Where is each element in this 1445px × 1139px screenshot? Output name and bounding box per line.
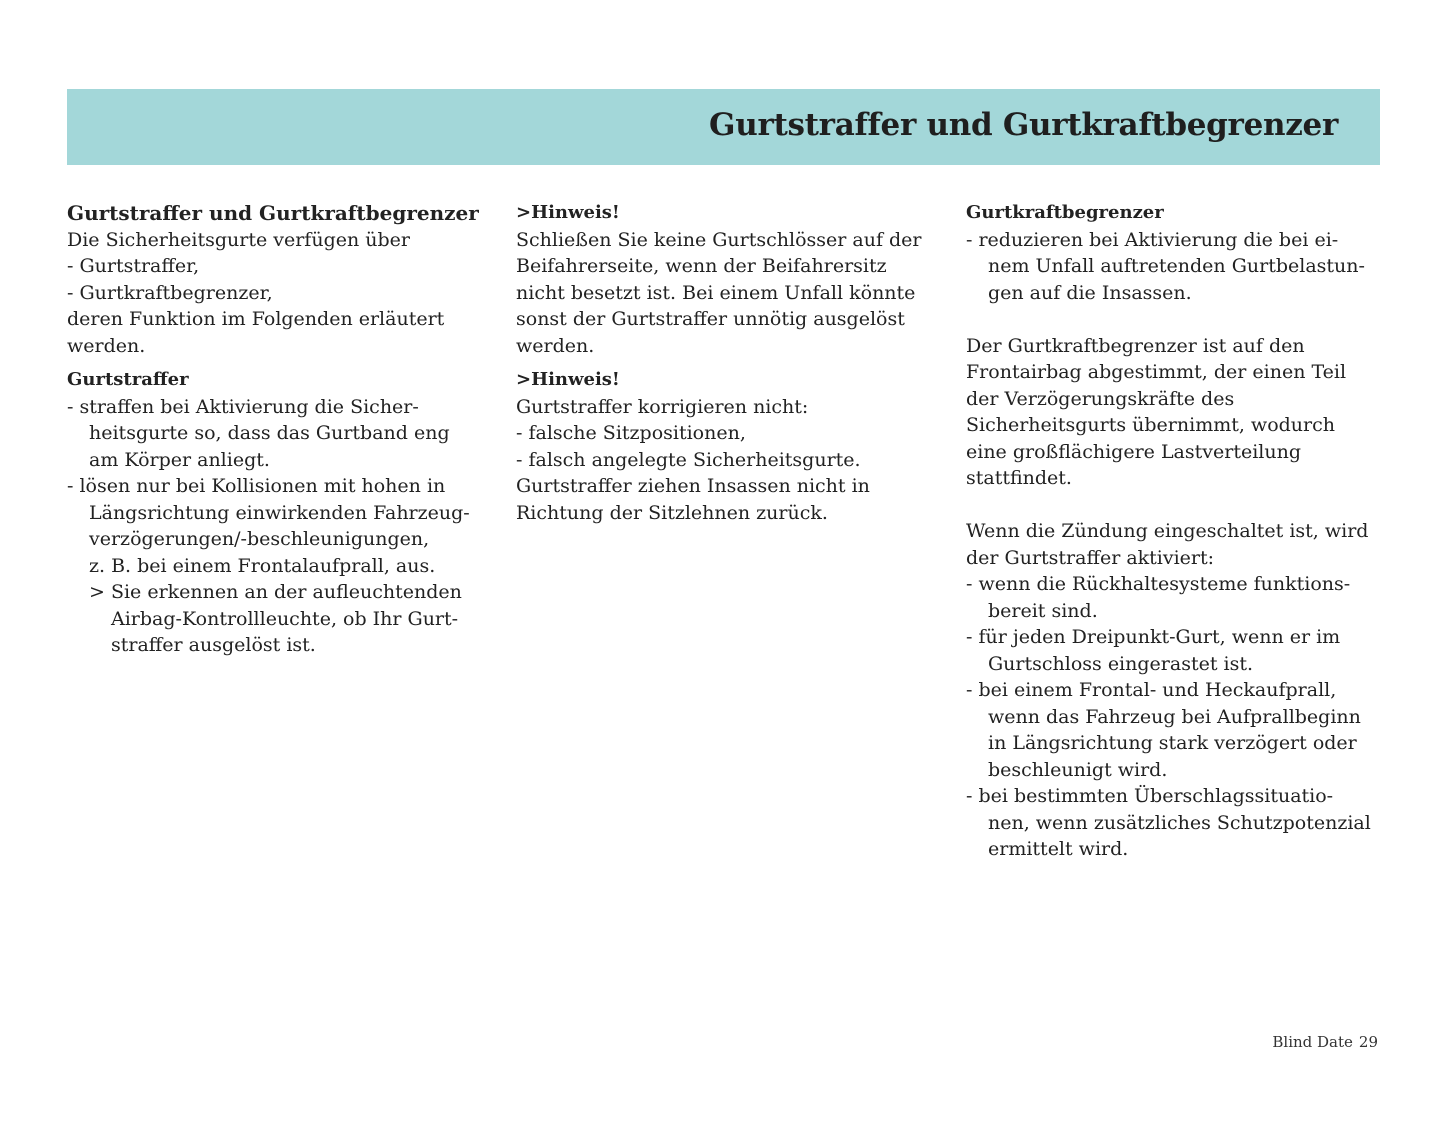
note-heading: >Hinweis! [516, 202, 620, 223]
list-item-continuation: Längsrichtung einwirkenden Fahrzeug- [89, 501, 470, 524]
list-item: - für jeden Dreipunkt-Gurt, wenn er im [966, 626, 1341, 648]
list-item: - straffen bei Aktivierung die Sicher- [67, 395, 419, 418]
page-title: Gurtstraffer und Gurtkraftbegrenzer [709, 107, 1338, 143]
list-item: - Gurtstraffer, [67, 255, 200, 277]
list-item: - lösen nur bei Kollisionen mit hohen in [67, 475, 446, 497]
list-item: - bei bestimmten Überschlagssituatio- [966, 785, 1334, 807]
section-heading-gurtkraftbegrenzer: Gurtkraftbegrenzer [966, 202, 1164, 223]
footer-label: Blind Date [1272, 1033, 1353, 1051]
list-item-continuation: gen auf die Insassen. [988, 281, 1192, 304]
note-heading: >Hinweis! [516, 369, 620, 390]
column-3 [966, 200, 1386, 863]
list-item-continuation: verzögerungen/-beschleunigungen, [89, 528, 430, 550]
text-line: Schließen Sie keine Gurtschlösser auf der [516, 228, 922, 251]
text-line: stattfindet. [966, 467, 1072, 489]
text-line: Gurtstraffer korrigieren nicht: [516, 395, 809, 418]
list-item: - falsch angelegte Sicherheitsgurte. [516, 448, 861, 471]
list-item-continuation: beschleunigt wird. [988, 758, 1168, 781]
column-2 [516, 200, 936, 526]
list-item-continuation: ermittelt wird. [988, 838, 1129, 860]
text-line: werden. [516, 334, 595, 357]
text-line: eine großflächigere Lastverteilung [966, 440, 1302, 463]
text-line: der Verzögerungskräfte des [966, 387, 1235, 410]
text-line: deren Funktion im Folgenden erläutert [67, 308, 445, 330]
header-band [67, 89, 1380, 165]
text-line: werden. [67, 334, 146, 357]
list-item-continuation: am Körper anliegt. [89, 448, 270, 471]
text-line: Der Gurtkraftbegrenzer ist auf den [966, 334, 1305, 357]
list-item: - reduzieren bei Aktivierung die bei ei- [966, 228, 1339, 251]
list-item: - Gurtkraftbegrenzer, [67, 281, 273, 304]
text-line: der Gurtstraffer aktiviert: [966, 546, 1215, 569]
text-line: sonst der Gurtstraffer unnötig ausgelöst [516, 308, 905, 330]
column-1 [67, 200, 487, 659]
text-line: Wenn die Zündung eingeschaltet ist, wird [966, 520, 1369, 542]
text-line: Gurtstraffer ziehen Insassen nicht in [516, 475, 870, 497]
text-line: nicht besetzt ist. Bei einem Unfall könnte [516, 281, 916, 304]
text-line: Die Sicherheitsgurte verfügen über [67, 228, 410, 251]
list-item: - wenn die Rückhaltesysteme funktions- [966, 573, 1351, 595]
sub-list-item-continuation: straffer ausgelöst ist. [111, 634, 316, 656]
list-item-continuation: Gurtschloss eingerastet ist. [988, 652, 1253, 675]
text-line: Frontairbag abgestimmt, der einen Teil [966, 361, 1347, 383]
list-item-continuation: nem Unfall auftretenden Gurtbelastun- [988, 255, 1365, 277]
sub-list-item: > Sie erkennen an der aufleuchtenden [89, 581, 462, 603]
list-item: - bei einem Frontal- und Heckaufprall, [966, 679, 1337, 701]
list-item-continuation: bereit sind. [988, 599, 1098, 622]
list-item: - falsche Sitzpositionen, [516, 422, 746, 444]
page-number: 29 [1358, 1033, 1378, 1051]
list-item-continuation: heitsgurte so, dass das Gurtband eng [89, 422, 450, 444]
list-item-continuation: wenn das Fahrzeug bei Aufprallbeginn [988, 705, 1361, 728]
sub-list-item-continuation: Airbag-Kontrollleuchte, ob Ihr Gurt- [111, 607, 459, 630]
text-line: Beifahrerseite, wenn der Beifahrersitz [516, 255, 887, 277]
list-item-continuation: nen, wenn zusätzliches Schutzpotenzial [988, 811, 1371, 834]
text-line: Sicherheitsgurts übernimmt, wodurch [966, 414, 1335, 436]
section-heading-main: Gurtstraffer und Gurtkraftbegrenzer [67, 201, 479, 225]
list-item-continuation: in Längsrichtung stark verzögert oder [988, 732, 1357, 754]
text-line: Richtung der Sitzlehnen zurück. [516, 501, 828, 524]
list-item-continuation: z. B. bei einem Frontalaufprall, aus. [89, 554, 436, 577]
page-footer [1266, 1033, 1378, 1051]
section-heading-gurtstraffer: Gurtstraffer [67, 369, 189, 390]
